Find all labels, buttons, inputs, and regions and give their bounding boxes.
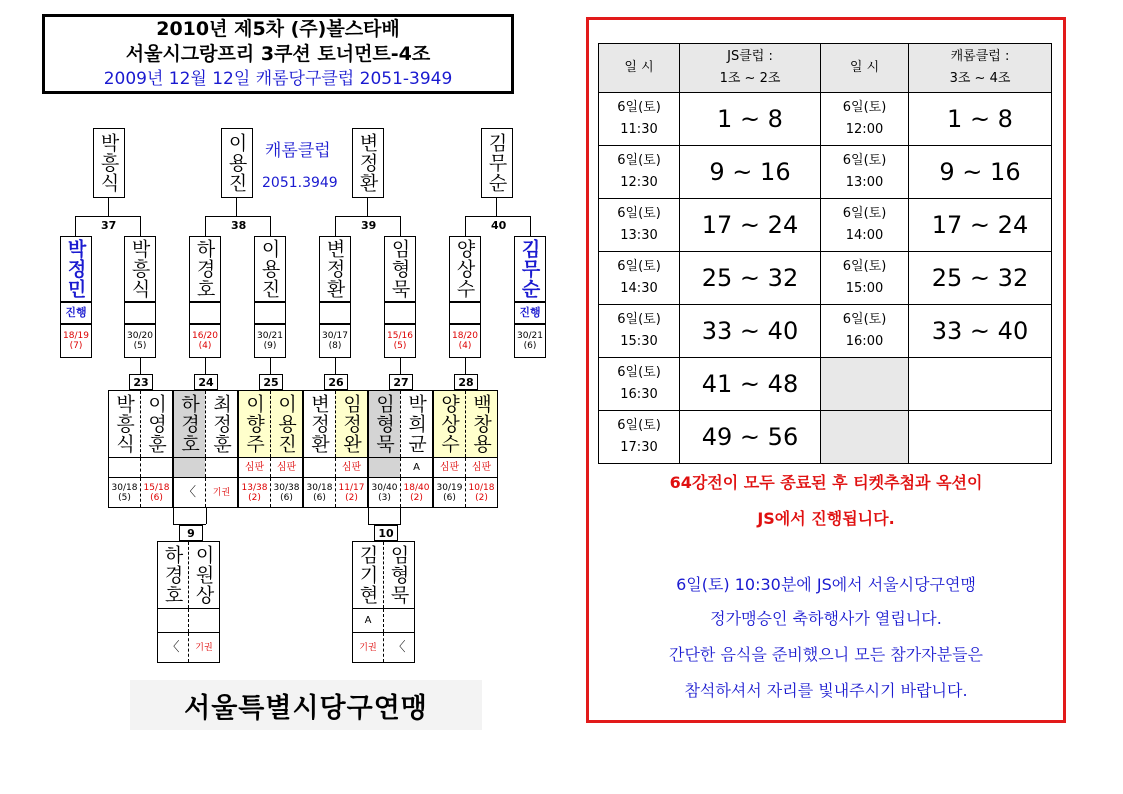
- pair-player: 하경호: [161, 545, 184, 605]
- player-score: 16/20 (4): [189, 324, 221, 358]
- pair-player: 하경호: [178, 394, 200, 454]
- schedule-range: 33 ~ 40: [909, 305, 1052, 358]
- pair-score: 15/18 (6): [140, 478, 172, 507]
- pair-scores: [368, 478, 433, 508]
- player-score: 18/20 (4): [449, 324, 481, 358]
- pair-note: [205, 458, 237, 477]
- player-r1: 박흥식: [124, 236, 156, 302]
- pair-note: 심판: [465, 458, 497, 477]
- match-pair: [108, 390, 173, 458]
- schedule-time: 6일(토) 16:30: [599, 358, 680, 411]
- schedule-range: 49 ~ 56: [680, 411, 821, 464]
- player-r1: 이용진: [254, 236, 286, 302]
- club-name: 캐롬클럽: [265, 141, 331, 161]
- player-score: 18/19 (7): [60, 324, 92, 358]
- player-score: 30/20 (5): [124, 324, 156, 358]
- pair-score: 10/18 (2): [465, 478, 497, 507]
- notice-line: JS에서 진행됩니다.: [757, 509, 895, 528]
- pair-score: 〈: [383, 633, 414, 662]
- pair-score: 30/40 (3): [371, 482, 398, 503]
- match-pair: [352, 541, 415, 609]
- pair-note: A: [364, 614, 372, 626]
- player-status: [189, 302, 221, 324]
- player-status: 진행: [514, 302, 546, 324]
- pair-score: 〈: [182, 484, 196, 500]
- player-r1: 김무순: [514, 236, 546, 302]
- schedule-table: [598, 43, 1052, 464]
- schedule-range: 25 ~ 32: [909, 252, 1052, 305]
- schedule-time: 6일(토) 14:30: [599, 252, 680, 305]
- schedule-time: 6일(토) 17:30: [599, 411, 680, 464]
- top-name-3: 변정환: [352, 128, 384, 198]
- match-number: 10: [374, 525, 398, 541]
- pair-scores: [433, 478, 498, 508]
- player-r1: 하경호: [189, 236, 221, 302]
- match-pair: [157, 541, 220, 609]
- schedule-range: [909, 411, 1052, 464]
- pair-note: [383, 609, 414, 632]
- tournament-header: [42, 14, 514, 94]
- notice-line: 64강전이 모두 종료된 후 티켓추첨과 옥션이: [669, 473, 983, 492]
- player-score: 30/21 (9): [254, 324, 286, 358]
- schedule-range: 25 ~ 32: [680, 252, 821, 305]
- schedule-time: 6일(토) 12:00: [821, 93, 909, 146]
- pair-player: 박흥식: [113, 394, 135, 454]
- schedule-header: 일 시: [821, 44, 909, 93]
- pair-notes: [368, 458, 433, 478]
- match-pair: [303, 390, 368, 458]
- pair-note: [174, 458, 205, 477]
- match-pair: [173, 390, 238, 458]
- pair-score: 30/18 (6): [306, 482, 333, 503]
- pair-player: 임정완: [335, 391, 367, 457]
- schedule-time: [821, 411, 909, 464]
- schedule-time: 6일(토) 14:00: [821, 199, 909, 252]
- pair-note: [158, 609, 188, 632]
- pair-note: A: [400, 458, 432, 477]
- player-score: 15/16 (5): [384, 324, 416, 358]
- match-number: 39: [361, 219, 377, 232]
- schedule-range: 17 ~ 24: [909, 199, 1052, 252]
- schedule-range: [909, 358, 1052, 411]
- schedule-range: 41 ~ 48: [680, 358, 821, 411]
- pair-score: 18/40 (2): [400, 478, 432, 507]
- match-pair: [368, 390, 433, 458]
- schedule-range: 33 ~ 40: [680, 305, 821, 358]
- player-status: [124, 302, 156, 324]
- player-r1: 임형묵: [384, 236, 416, 302]
- pair-note: 심판: [244, 461, 265, 473]
- pair-player: 이용진: [270, 391, 302, 457]
- schedule-time: 6일(토) 16:00: [821, 305, 909, 358]
- pair-player: 변정환: [308, 394, 330, 454]
- pair-note: [188, 609, 219, 632]
- match-number: 25: [259, 374, 283, 390]
- schedule-header: 일 시: [599, 44, 680, 93]
- pair-scores: [173, 478, 238, 508]
- pair-notes: [173, 458, 238, 478]
- notice-line: 참석하셔서 자리를 빛내주시기 바랍니다.: [684, 681, 968, 700]
- pair-scores: [157, 633, 220, 663]
- pair-player: 임형묵: [383, 542, 414, 608]
- match-number: 37: [101, 219, 117, 232]
- player-score: 30/21 (6): [514, 324, 546, 358]
- top-name-1: 박흥식: [93, 128, 125, 198]
- match-pair: [238, 390, 303, 458]
- pair-notes: [303, 458, 368, 478]
- match-number: 40: [491, 219, 507, 232]
- pair-score: 30/18 (5): [111, 482, 138, 503]
- schedule-range: 1 ~ 8: [909, 93, 1052, 146]
- schedule-time: 6일(토) 11:30: [599, 93, 680, 146]
- pair-scores: [108, 478, 173, 508]
- header-subtitle: 서울시그랑프리 3쿠션 토너먼트-4조: [125, 43, 431, 65]
- match-number: 24: [194, 374, 218, 390]
- match-number: 27: [389, 374, 413, 390]
- pair-note: [109, 458, 140, 477]
- header-date-venue: 2009년 12월 12일 캐롬당구클럽 2051-3949: [103, 69, 453, 89]
- notice-line: 6일(토) 10:30분에 JS에서 서울시당구연맹: [676, 575, 976, 594]
- header-title: 2010년 제5차 (주)볼스타배: [156, 18, 400, 40]
- pair-player: 김기현: [356, 545, 379, 605]
- schedule-header: JS클럽 : 1조 ~ 2조: [680, 44, 821, 93]
- pair-player: 이향주: [243, 394, 265, 454]
- player-status: [449, 302, 481, 324]
- player-status: [384, 302, 416, 324]
- schedule-range: 9 ~ 16: [680, 146, 821, 199]
- player-status: [319, 302, 351, 324]
- pair-score: 기권: [188, 633, 219, 662]
- match-number: 28: [454, 374, 478, 390]
- schedule-time: 6일(토) 13:00: [821, 146, 909, 199]
- pair-note: 심판: [335, 458, 367, 477]
- pair-note: [369, 458, 400, 477]
- schedule-time: 6일(토) 12:30: [599, 146, 680, 199]
- club-phone: 2051.3949: [262, 175, 338, 191]
- match-number: 38: [231, 219, 247, 232]
- notice-line: 간단한 음식을 준비했으니 모든 참가자분들은: [668, 645, 983, 664]
- pair-note: 심판: [439, 461, 460, 473]
- pair-note: [140, 458, 172, 477]
- federation-name: 서울특별시당구연맹: [130, 680, 482, 730]
- schedule-range: 17 ~ 24: [680, 199, 821, 252]
- notice-line: 정가맹승인 축하행사가 열립니다.: [710, 609, 942, 628]
- player-r1: 박정민: [60, 236, 92, 302]
- player-score: 30/17 (8): [319, 324, 351, 358]
- schedule-header: 캐롬클럽 : 3조 ~ 4조: [909, 44, 1052, 93]
- player-status: 진행: [60, 302, 92, 324]
- top-name-4: 김무순: [481, 128, 513, 198]
- match-pair: [433, 390, 498, 458]
- player-r1: 양상수: [449, 236, 481, 302]
- pair-score: 30/38 (6): [270, 478, 302, 507]
- match-number: 9: [179, 525, 203, 541]
- pair-score: 〈: [166, 639, 180, 655]
- pair-player: 임형묵: [369, 391, 400, 457]
- pair-score: 30/19 (6): [436, 482, 463, 503]
- pair-player: 백창용: [465, 391, 497, 457]
- match-number: 26: [324, 374, 348, 390]
- schedule-time: 6일(토) 15:30: [599, 305, 680, 358]
- top-name-2: 이용진: [221, 128, 253, 198]
- pair-score: 11/17 (2): [335, 478, 367, 507]
- schedule-time: [821, 358, 909, 411]
- pair-note: 심판: [270, 458, 302, 477]
- pair-player: 최정훈: [205, 391, 237, 457]
- pair-notes: [352, 609, 415, 633]
- player-status: [254, 302, 286, 324]
- schedule-time: 6일(토) 15:00: [821, 252, 909, 305]
- pair-notes: [433, 458, 498, 478]
- pair-score: 기권: [359, 642, 377, 653]
- pair-player: 이원상: [188, 542, 219, 608]
- player-r1: 변정환: [319, 236, 351, 302]
- pair-scores: [238, 478, 303, 508]
- pair-notes: [238, 458, 303, 478]
- pair-notes: [108, 458, 173, 478]
- schedule-range: 9 ~ 16: [909, 146, 1052, 199]
- match-number: 23: [129, 374, 153, 390]
- pair-score: 기권: [205, 478, 237, 507]
- pair-player: 박희균: [400, 391, 432, 457]
- pair-score: 13/38 (2): [241, 482, 268, 503]
- schedule-range: 1 ~ 8: [680, 93, 821, 146]
- pair-player: 양상수: [438, 394, 460, 454]
- pair-note: [304, 458, 335, 477]
- pair-scores: [303, 478, 368, 508]
- pair-scores: [352, 633, 415, 663]
- schedule-time: 6일(토) 13:30: [599, 199, 680, 252]
- pair-player: 이영훈: [140, 391, 172, 457]
- pair-notes: [157, 609, 220, 633]
